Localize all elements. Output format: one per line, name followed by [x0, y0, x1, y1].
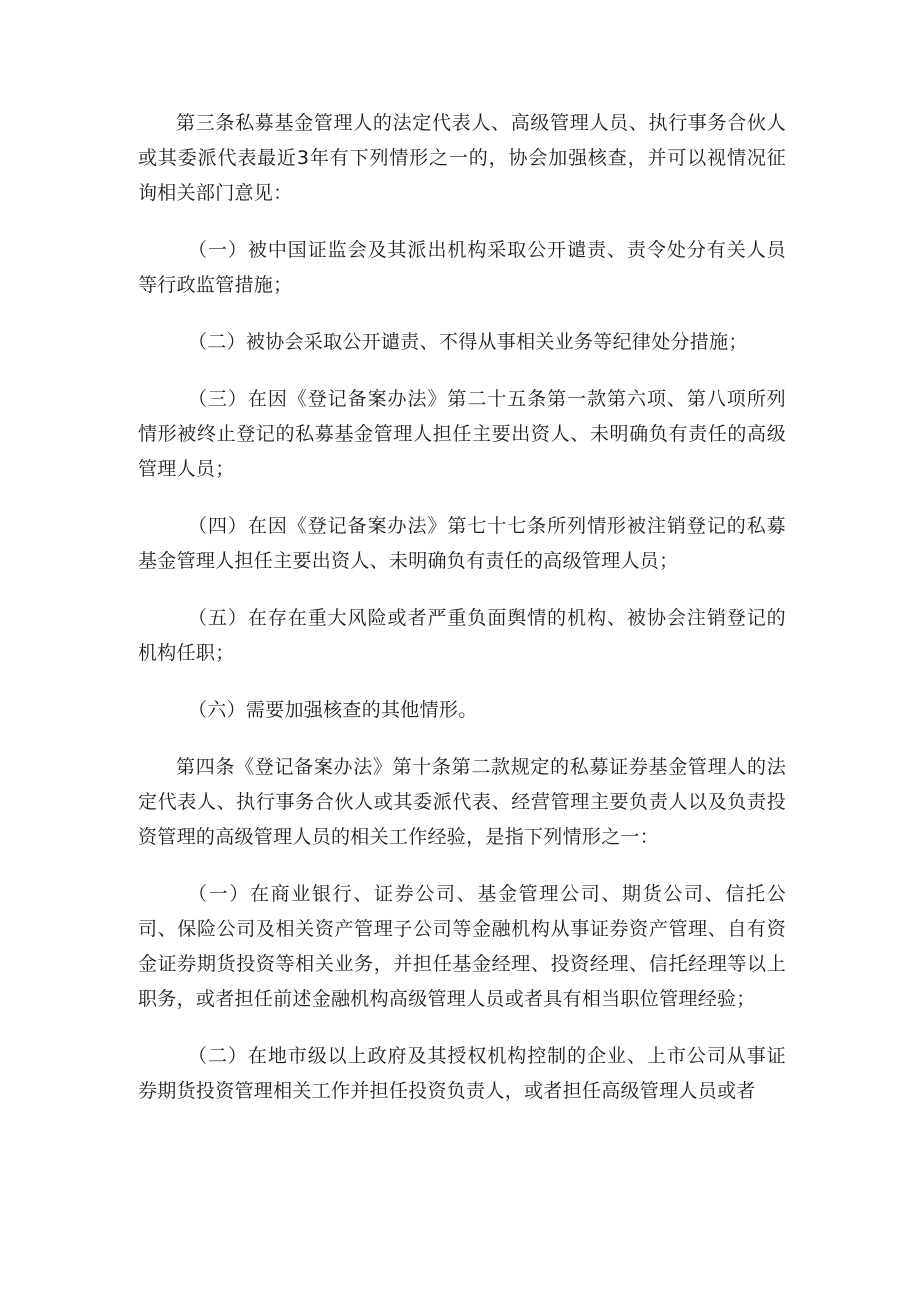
article-4-paragraph: 第四条《登记备案办法》第十条第二款规定的私募证券基金管理人的法定代表人、执行事务合伙人或其委派代表、经营管理主要负责人以及负责投资管理的高级管理人员的相关工作经验，是指下列情形之一： [138, 756, 786, 848]
article-3-item-5: （五）在存在重大风险或者严重负面舆情的机构、被协会注销登记的机构任职； [138, 607, 786, 664]
article-3-item-2: （二）被协会采取公开谴责、不得从事相关业务等纪律处分措施； [188, 331, 748, 353]
article-3-item-4: （四）在因《登记备案办法》第七十七条所列情形被注销登记的私募基金管理人担任主要出资人、未明确负有责任的高级管理人员； [138, 515, 786, 572]
article-4-item-1: （一）在商业银行、证券公司、基金管理公司、期货公司、信托公司、保险公司及相关资产管理子公司等金融机构从事证券资产管理、自有资金证券期货投资等相关业务，并担任基金经理、投资经理、信托经理等以上职务，或者担任前述金融机构高级管理人员或者具有相当职位管理经验； [138, 883, 786, 1010]
article-3-item-3: （三）在因《登记备案办法》第二十五条第一款第六项、第八项所列情形被终止登记的私募基金管理人担任主要出资人、未明确负有责任的高级管理人员； [138, 388, 786, 480]
article-3-paragraph: 第三条私募基金管理人的法定代表人、高级管理人员、执行事务合伙人或其委派代表最近3年有下列情形之一的，协会加强核查，并可以视情况征询相关部门意见： [138, 112, 786, 204]
article-3-item-6: （六）需要加强核查的其他情形。 [188, 699, 478, 721]
article-3-item-1: （一）被中国证监会及其派出机构采取公开谴责、责令处分有关人员等行政监管措施； [138, 239, 786, 296]
document-body [138, 106, 786, 1131]
article-4-item-2: （二）在地市级以上政府及其授权机构控制的企业、上市公司从事证券期货投资管理相关工作并担任投资负责人，或者担任高级管理人员或者 [138, 1045, 786, 1102]
